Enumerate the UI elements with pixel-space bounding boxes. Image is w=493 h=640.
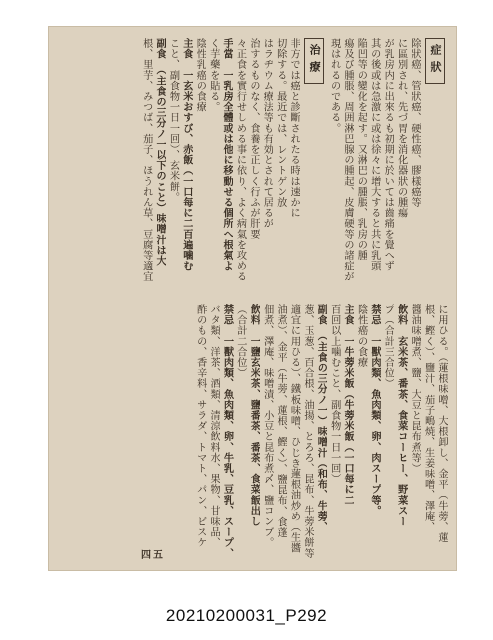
symptoms-line: 其の後或は急激に或は徐々に增大すると共に乳頭: [368, 38, 380, 272]
diet-line: こと、副食物一日一回）、玄米餅。: [167, 38, 179, 203]
diet-line: 主食 一玄米おすび、赤飯（一口每に二百遍噛む: [180, 38, 193, 272]
symptoms-line: 現はれるのである。: [328, 38, 340, 134]
heading-symptoms: 症狀: [425, 38, 445, 84]
body-line: 主食 一牛蒡米飯（牛蒡米飯（一口每に二: [342, 304, 355, 506]
body-line: （合計二合位）: [234, 304, 246, 379]
body-line: 禁忌 一獸肉類、魚肉類、卵、牛乳、豆乳、スープ、: [221, 304, 234, 559]
treatment-line: 切除する。最近では、レントゲン放: [274, 38, 286, 208]
body-line: バタ類、洋茶、酒類、清涼飲料水、果物、甘味品、: [208, 304, 220, 548]
diet-line: 根、里芋、みつば、茄子、ほうれん草、豆腐等適宜: [140, 38, 152, 282]
treatment-line: 々正食を實行せしめる事に依り、よく病氣を攻める: [234, 38, 246, 282]
heading-treatment: 治療: [304, 38, 324, 84]
body-line: 適宜に用ひる）、鐵板味噌、ひじき蓮根油炒め（生醬: [288, 304, 300, 554]
diet-line: 陰性乳癌の食療: [194, 38, 206, 113]
symptoms-line: 除狀癌、管狀癌、硬性癌、膠樣癌等: [409, 38, 420, 208]
treatment-line: 手當 一乳房全體或は他に移動せる個所へ根氣よ: [221, 38, 234, 272]
body-line: 佃煮、澤庵、味噌漬、小豆と昆布煮〆、鹽コンブ。: [261, 304, 273, 548]
symptoms-line: 瘍及び腫脹、周囲淋巴腺の腫起、皮膚硬等の諸症が: [341, 38, 353, 282]
body-line: 酢のもの、香辛料、サラダ、トマト、パン、ビスケ: [194, 304, 206, 548]
diet-line: 副食 （主食の三分ノ一以下のこと）味噌汁は大: [154, 38, 167, 267]
treatment-line: はラヂウム療法等も有効とされて居るが: [261, 38, 273, 229]
body-line: 油煮）、金平（牛蒡、蓮根、鰹く）、鹽昆布、食蓬: [275, 304, 287, 538]
body-line: 飲料 一鹽玄米茶、鹽番茶、番茶、食菜飯出し: [248, 304, 261, 527]
body-line: 葱、玉葱、百合根、油揚、とろろ、昆布、牛蒡米餅等: [301, 304, 313, 559]
body-line: 醬油味噌煮、鹽、大豆と昆布煮等）: [409, 304, 421, 474]
body-line: 根、鰹く）、鹽汁、茄子鴫焼、生姜味噌、澤庵、: [422, 304, 434, 533]
body-line: 百回以上噛むこと、副食物一日一回）: [328, 304, 340, 485]
body-line: 陰性癌の食療: [355, 304, 367, 368]
body-line: 禁忌 一獸肉類、魚肉類、卵、肉スープ等。: [368, 304, 381, 516]
top-section: [58, 38, 448, 296]
treatment-line: 非方では癌と診斷されたる時は速かに: [288, 38, 300, 219]
bottom-section: [58, 304, 448, 566]
document-page: [48, 26, 457, 571]
body-line: 飲料 玄米茶、番茶、食菜コーヒー、野菜スー: [395, 304, 408, 527]
treatment-line: 治するものなく、食養を正しく行ふが肝要: [247, 38, 259, 240]
page-number: 四五: [141, 550, 165, 561]
image-caption: 20210200031_P292: [165, 606, 328, 625]
symptoms-line: に區別され、先づ胃を消化器狀の腫瘍: [395, 38, 407, 219]
body-line: 副食 （主食の三分ノ一）味噌汁（和布、牛蒡、: [315, 304, 328, 533]
symptoms-line: が乳房内に出來るも初期に於いては齒痛を覺へず: [382, 38, 394, 272]
body-line: プ（合計三合位）: [382, 304, 394, 389]
symptoms-line: 陥凹等の變化を起す。又淋巴の腫脹、乳房の腫: [355, 38, 367, 261]
treatment-line: く芋藥を貼る。: [207, 38, 219, 113]
body-line: に用ひる。（蓮根味噌、大根卸し、金平（牛蒡、蓮: [436, 304, 447, 543]
